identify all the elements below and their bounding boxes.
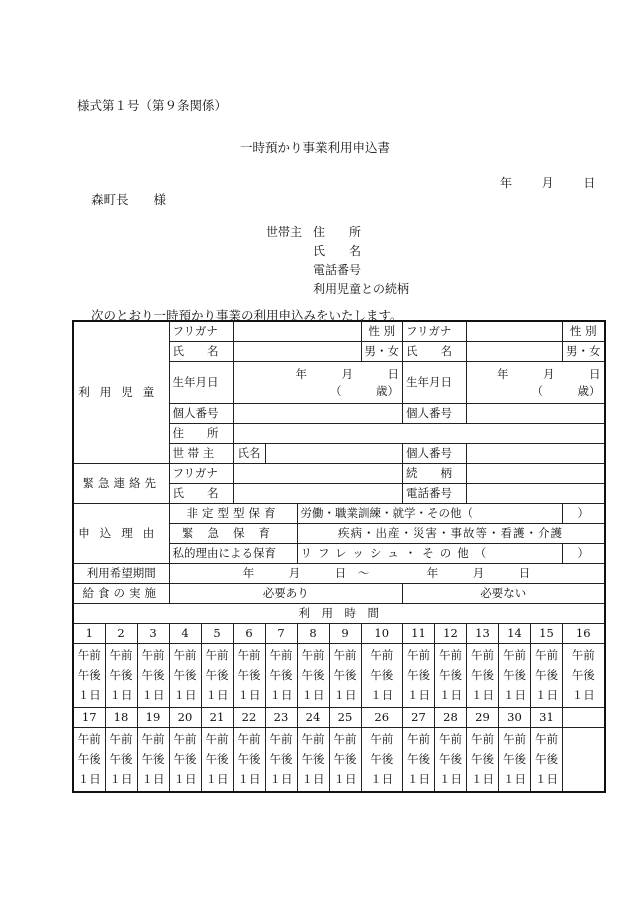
- slot-am[interactable]: 午前: [301, 732, 325, 746]
- household-head-label: 世帯主: [266, 225, 303, 239]
- slot-pm[interactable]: 午後: [571, 668, 595, 682]
- date-year: 年: [500, 176, 513, 190]
- day-number-cell: 29: [467, 708, 499, 728]
- slot-pm[interactable]: 午後: [237, 668, 261, 682]
- slot-am[interactable]: 午前: [205, 732, 229, 746]
- reason-close-1: ）: [563, 504, 605, 524]
- period-tilde: ～: [357, 566, 370, 580]
- slot-pm[interactable]: 午後: [301, 752, 325, 766]
- day-number-cell: 3: [137, 624, 169, 644]
- reason-type-2[interactable]: 緊急保育: [169, 524, 297, 544]
- slot-pm[interactable]: 午後: [503, 668, 526, 682]
- day-number-cell: 4: [169, 624, 201, 644]
- slot-allday[interactable]: １日: [141, 688, 165, 702]
- day-number-cell: 17: [73, 708, 105, 728]
- slot-pm[interactable]: 午後: [407, 752, 430, 766]
- hh-phone: 電話番号: [313, 263, 362, 277]
- emergency-phone-label: 電話番号: [403, 484, 467, 504]
- age2-open: （: [531, 383, 543, 398]
- household-head-fields: [313, 223, 409, 299]
- slot-allday[interactable]: １日: [471, 688, 494, 702]
- day-number-cell: 27: [403, 708, 435, 728]
- day-number-cell: 26: [361, 708, 403, 728]
- dob-day: 日: [387, 366, 399, 381]
- slot-allday[interactable]: １日: [535, 772, 558, 786]
- slot-am[interactable]: 午前: [571, 648, 595, 662]
- slot-pm[interactable]: 午後: [77, 668, 101, 682]
- emergency-name-field[interactable]: [233, 484, 403, 504]
- reason-close-3: ）: [563, 544, 605, 564]
- slot-am[interactable]: 午前: [333, 732, 357, 746]
- slot-am[interactable]: 午前: [77, 732, 101, 746]
- slot-am[interactable]: 午前: [109, 732, 133, 746]
- slot-am[interactable]: 午前: [333, 648, 357, 662]
- day-number-cell: 18: [105, 708, 137, 728]
- child1-name-label: 氏 名: [169, 342, 233, 362]
- child1-furigana-field[interactable]: [233, 321, 361, 342]
- age-open: （: [330, 383, 342, 398]
- day-slot-cell: [265, 644, 297, 708]
- day-slot-cell: [435, 644, 467, 708]
- day-slot-cell: [137, 644, 169, 708]
- slots-row-2: [73, 728, 605, 792]
- head-number-field[interactable]: [467, 444, 605, 464]
- slot-am[interactable]: 午前: [109, 648, 133, 662]
- day-number-cell: 9: [329, 624, 361, 644]
- slot-am[interactable]: 午前: [439, 648, 462, 662]
- day-number-cell: 5: [201, 624, 233, 644]
- slot-allday[interactable]: １日: [173, 772, 197, 786]
- child-head-label: 世 帯 主: [169, 444, 233, 464]
- emergency-relation-label: 続 柄: [403, 464, 467, 484]
- slot-pm[interactable]: 午後: [269, 668, 293, 682]
- hh-address: 住 所: [313, 225, 362, 239]
- slot-allday[interactable]: １日: [407, 688, 430, 702]
- day-slot-cell: [563, 728, 605, 792]
- day-number-cell: 25: [329, 708, 361, 728]
- slot-allday[interactable]: １日: [407, 772, 430, 786]
- addressee: 森町長 様: [91, 192, 167, 207]
- day-slot-cell: [499, 644, 531, 708]
- dob2-month: 月: [543, 366, 555, 381]
- slot-am[interactable]: 午前: [173, 732, 197, 746]
- slot-allday[interactable]: １日: [301, 688, 325, 702]
- period-to-month: 月: [472, 566, 485, 580]
- day-slot-cell: [361, 728, 403, 792]
- slot-pm[interactable]: 午後: [503, 752, 526, 766]
- day-number-cell: 31: [531, 708, 563, 728]
- period-field[interactable]: [169, 564, 605, 584]
- day-number-cell: 1: [73, 624, 105, 644]
- head-number-label: 個人番号: [403, 444, 467, 464]
- child2-dob-label: 生年月日: [403, 362, 467, 404]
- reason-section-label: 申込理由: [73, 504, 169, 564]
- day-slot-cell: [297, 644, 329, 708]
- dob2-year: 年: [497, 366, 509, 381]
- day-slot-cell: [329, 728, 361, 792]
- emergency-name-label: 氏 名: [169, 484, 233, 504]
- application-date: [500, 174, 595, 191]
- age-close: 歳）: [376, 383, 399, 398]
- day-number-cell: 28: [435, 708, 467, 728]
- child2-number-field[interactable]: [467, 404, 605, 424]
- child2-sex-options[interactable]: 男・女: [563, 342, 605, 362]
- slot-am[interactable]: 午前: [535, 732, 558, 746]
- day-number-cell: 24: [297, 708, 329, 728]
- usage-time-label: 利 用 時 間: [73, 604, 605, 624]
- day-slot-cell: [265, 728, 297, 792]
- slot-am[interactable]: 午前: [407, 732, 430, 746]
- emergency-section-label: 緊急連絡先: [73, 464, 169, 504]
- reason-detail-3[interactable]: リフレッシュ・その他（: [297, 544, 563, 564]
- slot-am[interactable]: 午前: [370, 648, 394, 662]
- day-slot-cell: [105, 728, 137, 792]
- slot-allday[interactable]: １日: [535, 688, 558, 702]
- slot-pm[interactable]: 午後: [439, 752, 462, 766]
- form-number: 様式第１号（第９条関係）: [77, 98, 228, 113]
- day-slot-cell: [233, 644, 265, 708]
- day-slot-cell: [403, 644, 435, 708]
- emergency-furigana-label: フリガナ: [169, 464, 233, 484]
- child2-dob-field[interactable]: [467, 362, 605, 404]
- child1-sex-options[interactable]: 男・女: [361, 342, 403, 362]
- slot-am[interactable]: 午前: [141, 732, 165, 746]
- slot-allday[interactable]: １日: [269, 688, 293, 702]
- slot-pm[interactable]: 午後: [205, 668, 229, 682]
- day-number-cell: 14: [499, 624, 531, 644]
- slot-am[interactable]: 午前: [503, 648, 526, 662]
- slot-pm[interactable]: 午後: [333, 668, 357, 682]
- slot-am[interactable]: 午前: [237, 732, 261, 746]
- slot-pm[interactable]: 午後: [173, 752, 197, 766]
- slot-pm[interactable]: 午後: [173, 668, 197, 682]
- slot-allday[interactable]: １日: [471, 772, 494, 786]
- slot-am[interactable]: 午前: [237, 648, 261, 662]
- slot-am[interactable]: 午前: [141, 648, 165, 662]
- day-slot-cell: [297, 728, 329, 792]
- head-name-field[interactable]: [265, 444, 403, 464]
- slot-allday[interactable]: １日: [571, 688, 595, 702]
- reason-detail-2[interactable]: 疾病・出産・災害・事故等・看護・介護: [297, 524, 605, 544]
- child2-furigana-field[interactable]: [467, 321, 563, 342]
- slot-allday[interactable]: １日: [439, 772, 462, 786]
- age2-close: 歳）: [577, 383, 601, 398]
- period-from-year: 年: [242, 566, 255, 580]
- child1-number-label: 個人番号: [169, 404, 233, 424]
- day-number-cell: 15: [531, 624, 563, 644]
- slot-am[interactable]: 午前: [269, 732, 293, 746]
- slot-allday[interactable]: １日: [370, 772, 394, 786]
- slot-pm[interactable]: 午後: [471, 752, 494, 766]
- day-number-cell: 11: [403, 624, 435, 644]
- day-slot-cell: [361, 644, 403, 708]
- child2-furigana-label: フリガナ: [403, 321, 467, 342]
- emergency-phone-field[interactable]: [467, 484, 605, 504]
- period-from-month: 月: [288, 566, 301, 580]
- slot-allday[interactable]: １日: [141, 772, 165, 786]
- hh-relation: 利用児童との続柄: [313, 282, 410, 296]
- day-number-cell: 7: [265, 624, 297, 644]
- emergency-relation-field[interactable]: [467, 464, 605, 484]
- slot-am[interactable]: 午前: [77, 648, 101, 662]
- hh-name: 氏 名: [313, 244, 362, 258]
- period-to-day: 日: [518, 566, 531, 580]
- slot-allday[interactable]: １日: [333, 772, 357, 786]
- day-slot-cell: [169, 728, 201, 792]
- slot-am[interactable]: 午前: [439, 732, 462, 746]
- slot-allday[interactable]: １日: [109, 772, 133, 786]
- slot-allday[interactable]: １日: [370, 688, 394, 702]
- dob-year: 年: [295, 366, 307, 381]
- day-number-cell: 30: [499, 708, 531, 728]
- slot-pm[interactable]: 午後: [370, 668, 394, 682]
- slot-am[interactable]: 午前: [471, 732, 494, 746]
- day-number-cell: 19: [137, 708, 169, 728]
- day-number-cell: 16: [563, 624, 605, 644]
- day-number-cell: 13: [467, 624, 499, 644]
- day-slot-cell: [531, 644, 563, 708]
- child-address-label: 住 所: [169, 424, 233, 444]
- dob2-day: 日: [589, 366, 601, 381]
- day-number-cell: 22: [233, 708, 265, 728]
- day-slot-cell: [403, 728, 435, 792]
- day-slot-cell: [201, 644, 233, 708]
- slot-pm[interactable]: 午後: [535, 668, 558, 682]
- slot-allday[interactable]: １日: [77, 688, 101, 702]
- slot-allday[interactable]: １日: [237, 772, 261, 786]
- slot-pm[interactable]: 午後: [471, 668, 494, 682]
- reason-type-1[interactable]: 非定型型保育: [169, 504, 297, 524]
- slot-allday[interactable]: １日: [109, 688, 133, 702]
- days-row-2: [73, 708, 605, 728]
- slot-allday[interactable]: １日: [439, 688, 462, 702]
- day-number-cell: 2: [105, 624, 137, 644]
- slot-allday[interactable]: １日: [205, 772, 229, 786]
- meal-yes[interactable]: 必要あり: [169, 584, 403, 604]
- child1-number-field[interactable]: [233, 404, 403, 424]
- reason-detail-1[interactable]: 労働・職業訓練・就学・その他（: [297, 504, 563, 524]
- slot-pm[interactable]: 午後: [407, 668, 430, 682]
- slot-pm[interactable]: 午後: [535, 752, 558, 766]
- slot-pm[interactable]: 午後: [269, 752, 293, 766]
- day-slot-cell: [105, 644, 137, 708]
- slot-pm[interactable]: 午後: [439, 668, 462, 682]
- child2-number-label: 個人番号: [403, 404, 467, 424]
- slot-allday[interactable]: １日: [333, 688, 357, 702]
- day-slot-cell: [467, 644, 499, 708]
- slot-am[interactable]: 午前: [173, 648, 197, 662]
- date-day: 日: [583, 176, 596, 190]
- slot-am[interactable]: 午前: [503, 732, 526, 746]
- slot-pm[interactable]: 午後: [109, 668, 133, 682]
- period-from-day: 日: [334, 566, 347, 580]
- child1-dob-label: 生年月日: [169, 362, 233, 404]
- slot-allday[interactable]: １日: [237, 688, 261, 702]
- period-label: 利用希望期間: [73, 564, 169, 584]
- reason-type-3[interactable]: 私的理由による保育: [169, 544, 297, 564]
- day-slot-cell: [563, 644, 605, 708]
- day-slot-cell: [73, 728, 105, 792]
- slot-am[interactable]: 午前: [370, 732, 394, 746]
- child1-dob-field[interactable]: [233, 362, 403, 404]
- days-row-1: [73, 624, 605, 644]
- day-number-cell: [563, 708, 605, 728]
- slot-pm[interactable]: 午後: [77, 752, 101, 766]
- head-name-label: 氏名: [233, 444, 265, 464]
- slot-pm[interactable]: 午後: [205, 752, 229, 766]
- child1-name-field[interactable]: [233, 342, 361, 362]
- child-section-label: 利用児童: [73, 321, 169, 464]
- day-slot-cell: [435, 728, 467, 792]
- slot-allday[interactable]: １日: [503, 772, 526, 786]
- day-slot-cell: [531, 728, 563, 792]
- child2-sex-label: 性 別: [563, 321, 605, 342]
- slot-allday[interactable]: １日: [173, 688, 197, 702]
- meal-label: 給食の実施: [73, 584, 169, 604]
- slot-allday[interactable]: １日: [503, 688, 526, 702]
- day-number-cell: 6: [233, 624, 265, 644]
- day-number-cell: 20: [169, 708, 201, 728]
- slot-am[interactable]: 午前: [269, 648, 293, 662]
- slot-pm[interactable]: 午後: [141, 668, 165, 682]
- day-number-cell: 12: [435, 624, 467, 644]
- slot-pm[interactable]: 午後: [333, 752, 357, 766]
- day-number-cell: 23: [265, 708, 297, 728]
- slot-pm[interactable]: 午後: [370, 752, 394, 766]
- day-slot-cell: [169, 644, 201, 708]
- application-table: [72, 320, 606, 793]
- emergency-furigana-field[interactable]: [233, 464, 403, 484]
- slot-pm[interactable]: 午後: [109, 752, 133, 766]
- day-slot-cell: [499, 728, 531, 792]
- slot-allday[interactable]: １日: [77, 772, 101, 786]
- day-number-cell: 21: [201, 708, 233, 728]
- slot-am[interactable]: 午前: [535, 648, 558, 662]
- day-slot-cell: [201, 728, 233, 792]
- date-month: 月: [541, 176, 554, 190]
- period-to-year: 年: [426, 566, 439, 580]
- day-number-cell: 8: [297, 624, 329, 644]
- child2-name-field[interactable]: [467, 342, 563, 362]
- child1-sex-label: 性 別: [361, 321, 403, 342]
- day-slot-cell: [137, 728, 169, 792]
- slot-am[interactable]: 午前: [301, 648, 325, 662]
- slot-allday[interactable]: １日: [205, 688, 229, 702]
- day-number-cell: 10: [361, 624, 403, 644]
- child-furigana-label: フリガナ: [169, 321, 233, 342]
- day-slot-cell: [467, 728, 499, 792]
- slot-allday[interactable]: １日: [301, 772, 325, 786]
- day-slot-cell: [73, 644, 105, 708]
- slot-allday[interactable]: １日: [269, 772, 293, 786]
- slots-row-1: [73, 644, 605, 708]
- day-slot-cell: [329, 644, 361, 708]
- dob-month: 月: [341, 366, 353, 381]
- slot-pm[interactable]: 午後: [301, 668, 325, 682]
- slot-am[interactable]: 午前: [471, 648, 494, 662]
- slot-pm[interactable]: 午後: [141, 752, 165, 766]
- slot-pm[interactable]: 午後: [237, 752, 261, 766]
- slot-am[interactable]: 午前: [407, 648, 430, 662]
- child2-name-label: 氏 名: [403, 342, 467, 362]
- slot-am[interactable]: 午前: [205, 648, 229, 662]
- child-address-field[interactable]: [233, 424, 605, 444]
- meal-no[interactable]: 必要ない: [403, 584, 605, 604]
- day-slot-cell: [233, 728, 265, 792]
- document-title: 一時預かり事業利用申込書: [239, 140, 390, 155]
- intro-text: 次のとおり一時預かり事業の利用申込みをいたします。: [91, 308, 403, 323]
